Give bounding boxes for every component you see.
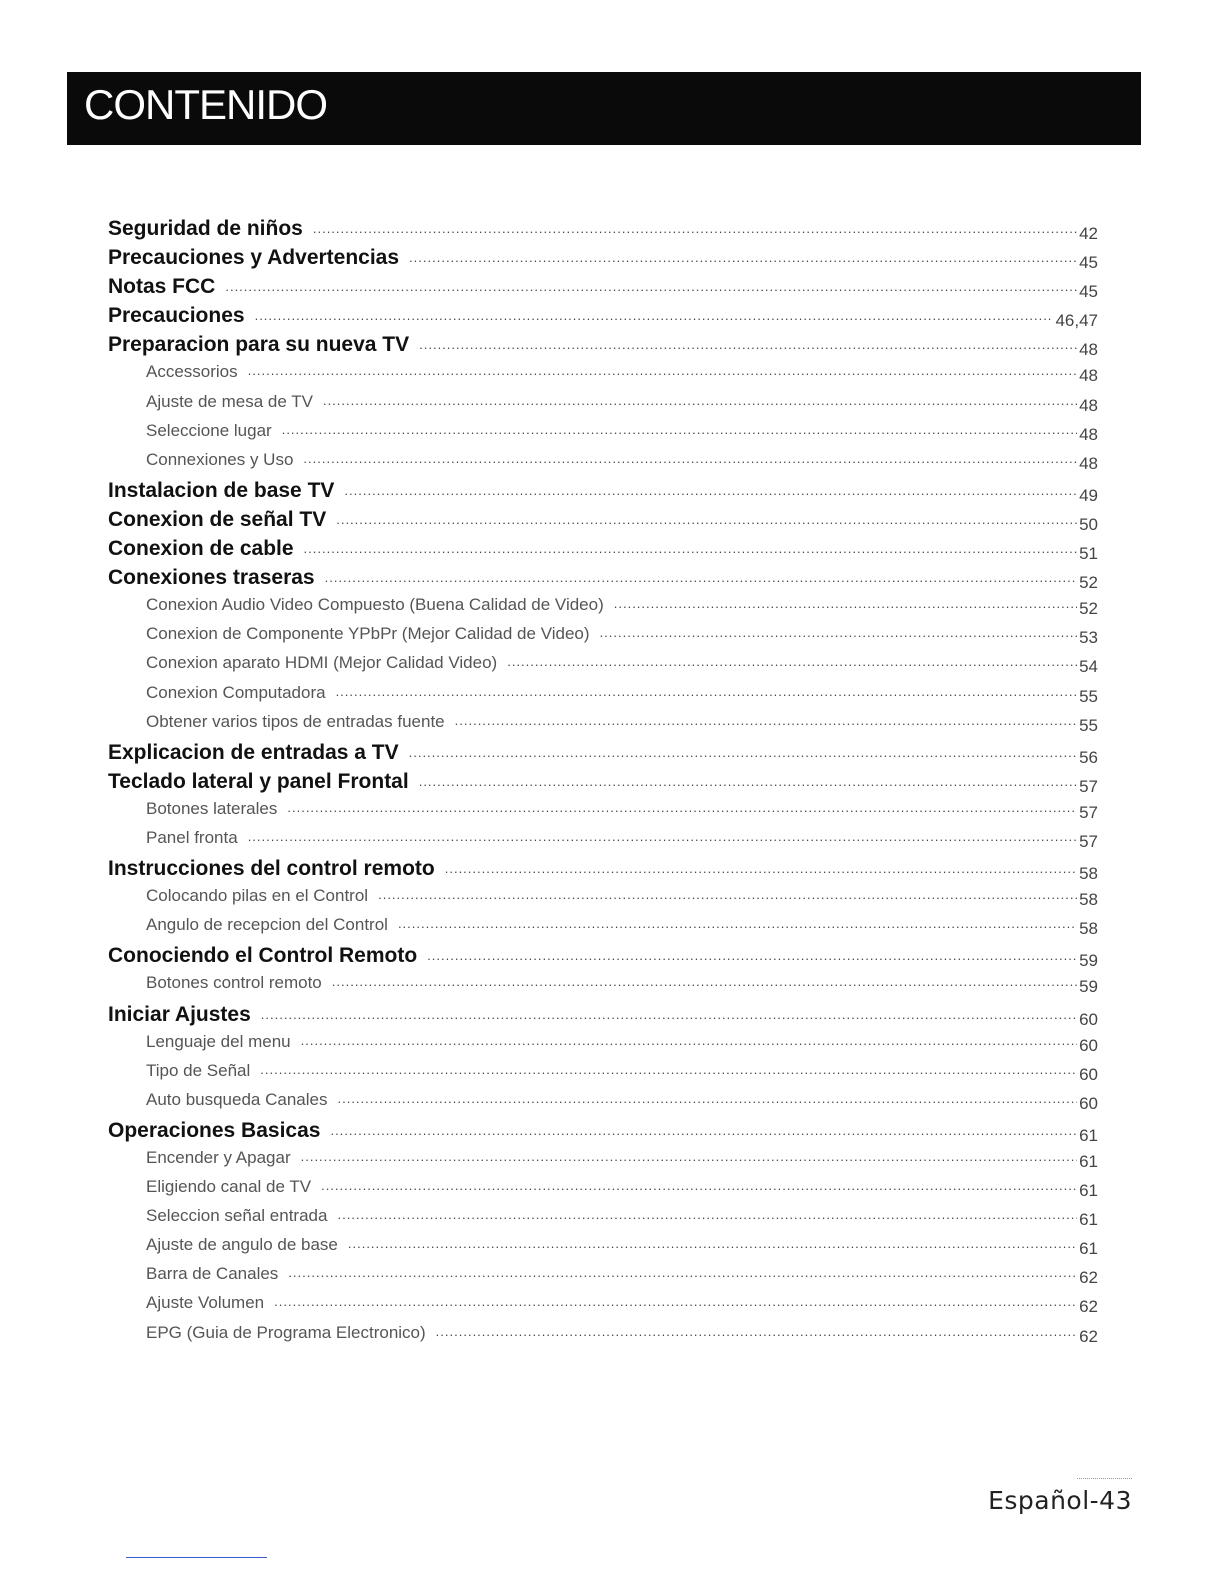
toc-entry-page: 62	[1079, 1297, 1098, 1317]
toc-entry-label: Instrucciones del control remoto	[108, 857, 435, 881]
toc-entry-page: 61	[1079, 1210, 1098, 1230]
toc-entry-label: Ajuste de mesa de TV	[146, 391, 313, 411]
toc-entry-page: 61	[1079, 1125, 1098, 1145]
toc-entry[interactable]	[108, 857, 1098, 886]
toc-leader-dots	[378, 887, 1077, 902]
toc-entry-page: 45	[1079, 282, 1098, 302]
toc-entry-page: 61	[1079, 1239, 1098, 1259]
toc-entry-label: Panel fronta	[146, 827, 238, 847]
toc-entry-label: Colocando pilas en el Control	[146, 886, 369, 906]
toc-leader-dots	[303, 451, 1077, 466]
toc-entry-label: Conexion de cable	[108, 537, 294, 561]
toc-leader-dots	[301, 1149, 1077, 1164]
toc-entry-page: 57	[1079, 776, 1098, 796]
toc-entry[interactable]	[108, 595, 1098, 624]
toc-leader-dots	[261, 1007, 1077, 1022]
toc-entry[interactable]	[108, 537, 1098, 566]
toc-leader-dots	[600, 625, 1078, 640]
toc-leader-dots	[337, 1091, 1077, 1106]
toc-entry-label: Accessorios	[146, 362, 238, 382]
toc-entry-label: Connexiones y Uso	[146, 449, 294, 469]
toc-entry[interactable]	[108, 1235, 1098, 1264]
toc-entry[interactable]	[108, 421, 1098, 450]
toc-entry-label: Seguridad de niños	[108, 217, 303, 240]
toc-entry-label: Teclado lateral y panel Frontal	[108, 769, 409, 793]
toc-entry-page: 48	[1079, 395, 1098, 415]
toc-entry-label: Lenguaje del menu	[146, 1031, 291, 1051]
toc-entry[interactable]	[108, 217, 1098, 246]
toc-entry-page: 52	[1079, 599, 1098, 619]
toc-leader-dots	[304, 541, 1078, 556]
toc-entry-label: Seleccione lugar	[146, 420, 272, 440]
toc-entry-label: Conociendo el Control Remoto	[108, 944, 418, 968]
toc-entry-page: 46,47	[1055, 311, 1098, 331]
toc-entry[interactable]	[108, 624, 1098, 653]
toc-entry-page: 48	[1079, 340, 1098, 360]
toc-leader-dots	[337, 1207, 1077, 1222]
toc-entry-label: Explicacion de entradas a TV	[108, 740, 399, 764]
toc-entry[interactable]	[108, 1293, 1098, 1322]
toc-leader-dots	[419, 337, 1077, 352]
toc-entry[interactable]	[108, 770, 1098, 799]
toc-leader-dots	[398, 916, 1077, 931]
toc-leader-dots	[419, 774, 1077, 789]
toc-entry-label: Obtener varios tipos de entradas fuente	[146, 711, 445, 731]
toc-entry-label: Seleccion señal entrada	[146, 1206, 328, 1226]
toc-entry-label: Conexion de Componente YPbPr (Mejor Calidad de Video)	[146, 624, 590, 644]
toc-leader-dots	[348, 1236, 1077, 1251]
toc-entry-page: 61	[1079, 1181, 1098, 1201]
toc-entry[interactable]	[108, 1119, 1098, 1148]
toc-leader-dots	[274, 1294, 1077, 1309]
toc-entry[interactable]	[108, 915, 1098, 944]
toc-entry-page: 57	[1079, 802, 1098, 822]
header-bar	[67, 72, 1141, 145]
toc-leader-dots	[455, 713, 1077, 728]
toc-entry[interactable]	[108, 1003, 1098, 1032]
toc-entry[interactable]	[108, 1177, 1098, 1206]
toc-entry-label: Auto busqueda Canales	[146, 1089, 328, 1109]
toc-entry[interactable]	[108, 683, 1098, 712]
toc-leader-dots	[445, 861, 1077, 876]
toc-entry-page: 55	[1079, 686, 1098, 706]
toc-entry[interactable]	[108, 1061, 1098, 1090]
toc-entry-label: Angulo de recepcion del Control	[146, 915, 388, 935]
toc-entry-label: Precauciones	[108, 304, 245, 328]
toc-entry-label: Conexion Computadora	[146, 682, 326, 702]
toc-entry-page: 42	[1079, 224, 1098, 243]
toc-entry-label: EPG (Guia de Programa Electronico)	[146, 1322, 426, 1342]
toc-entry-page: 58	[1079, 890, 1098, 910]
toc-leader-dots	[409, 250, 1077, 265]
toc-entry[interactable]	[108, 566, 1098, 595]
toc-entry-page: 48	[1079, 424, 1098, 444]
toc-entry-page: 58	[1079, 864, 1098, 884]
toc-entry-label: Ajuste de angulo de base	[146, 1235, 338, 1255]
toc-entry[interactable]	[108, 1090, 1098, 1119]
toc-entry[interactable]	[108, 1032, 1098, 1061]
toc-entry[interactable]	[108, 1206, 1098, 1235]
toc-leader-dots	[325, 570, 1077, 585]
toc-leader-dots	[332, 974, 1077, 989]
toc-entry-label: Precauciones y Advertencias	[108, 246, 400, 270]
toc-entry[interactable]	[108, 275, 1098, 304]
toc-leader-dots	[321, 1178, 1077, 1193]
toc-entry[interactable]	[108, 828, 1098, 857]
toc-leader-dots	[336, 512, 1077, 527]
toc-entry-label: Ajuste Volumen	[146, 1293, 265, 1313]
toc-entry-label: Tipo de Señal	[146, 1060, 251, 1080]
toc-entry-page: 62	[1079, 1326, 1098, 1346]
toc-entry-label: Conexion Audio Video Compuesto (Buena Calidad de Video)	[146, 595, 604, 615]
footer-divider	[1077, 1478, 1132, 1479]
page-number: Español-43	[988, 1486, 1132, 1515]
toc-entry[interactable]	[108, 450, 1098, 479]
toc-entry[interactable]	[108, 392, 1098, 421]
toc-leader-dots	[409, 745, 1077, 760]
toc-entry-page: 50	[1079, 514, 1098, 534]
toc-entry-page: 53	[1079, 628, 1098, 648]
toc-entry-page: 59	[1079, 977, 1098, 997]
toc-entry-page: 55	[1079, 715, 1098, 735]
toc-entry-label: Encender y Apagar	[146, 1148, 291, 1167]
toc-entry[interactable]	[108, 1264, 1098, 1293]
toc-entry-page: 49	[1079, 485, 1098, 505]
toc-leader-dots	[313, 221, 1077, 236]
toc-leader-dots	[436, 1324, 1077, 1339]
toc-entry[interactable]	[108, 246, 1098, 275]
toc-entry-page: 60	[1079, 1035, 1098, 1055]
toc-entry-page: 56	[1079, 747, 1098, 767]
toc-entry-page: 51	[1079, 544, 1098, 564]
toc-entry-page: 45	[1079, 253, 1098, 273]
toc-entry-page: 52	[1079, 573, 1098, 593]
toc-leader-dots	[507, 654, 1077, 669]
toc-entry[interactable]	[108, 333, 1098, 362]
toc-entry-label: Instalacion de base TV	[108, 478, 335, 502]
toc-entry-label: Conexion de señal TV	[108, 507, 327, 531]
toc-entry[interactable]	[108, 653, 1098, 682]
toc-leader-dots	[330, 1123, 1077, 1138]
bottom-rule	[126, 1557, 267, 1558]
page-title: CONTENIDO	[84, 81, 327, 128]
toc-entry-label: Eligiendo canal de TV	[146, 1177, 312, 1197]
toc-entry[interactable]	[108, 712, 1098, 741]
toc-leader-dots	[336, 684, 1078, 699]
toc-leader-dots	[301, 1033, 1077, 1048]
toc-entry-label: Operaciones Basicas	[108, 1118, 321, 1142]
toc-entry[interactable]	[108, 1148, 1098, 1177]
toc-entry[interactable]	[108, 479, 1098, 508]
toc-entry[interactable]	[108, 508, 1098, 537]
toc-entry[interactable]	[108, 799, 1098, 828]
toc-leader-dots	[282, 422, 1077, 437]
toc-entry-label: Notas FCC	[108, 275, 216, 299]
toc-entry-label: Conexiones traseras	[108, 566, 315, 590]
toc-entry-page: 59	[1079, 951, 1098, 971]
toc-leader-dots	[323, 393, 1077, 408]
toc-entry[interactable]	[108, 1323, 1098, 1352]
table-of-contents	[108, 217, 1098, 1352]
toc-entry-label: Barra de Canales	[146, 1264, 279, 1284]
toc-entry[interactable]	[108, 304, 1098, 333]
toc-leader-dots	[260, 1062, 1077, 1077]
toc-entry-page: 57	[1079, 831, 1098, 851]
toc-leader-dots	[614, 596, 1077, 611]
toc-entry-page: 60	[1079, 1009, 1098, 1029]
toc-entry-label: Conexion aparato HDMI (Mejor Calidad Video)	[146, 653, 498, 673]
toc-entry-page: 60	[1079, 1093, 1098, 1113]
toc-entry[interactable]	[108, 362, 1098, 391]
toc-leader-dots	[288, 1265, 1077, 1280]
toc-entry-page: 48	[1079, 453, 1098, 473]
toc-entry-label: Preparacion para su nueva TV	[108, 333, 410, 357]
toc-leader-dots	[248, 829, 1077, 844]
toc-leader-dots	[344, 483, 1077, 498]
toc-entry[interactable]	[108, 944, 1098, 973]
toc-entry-page: 60	[1079, 1064, 1098, 1084]
toc-entry-page: 61	[1079, 1152, 1098, 1171]
toc-leader-dots	[287, 800, 1077, 815]
toc-leader-dots	[225, 279, 1077, 294]
toc-entry-page: 54	[1079, 657, 1098, 677]
toc-entry-page: 48	[1079, 366, 1098, 386]
toc-entry[interactable]	[108, 973, 1098, 1002]
toc-leader-dots	[427, 948, 1077, 963]
toc-entry[interactable]	[108, 886, 1098, 915]
toc-entry-page: 62	[1079, 1268, 1098, 1288]
toc-leader-dots	[248, 363, 1077, 378]
toc-leader-dots	[255, 308, 1054, 323]
toc-entry[interactable]	[108, 741, 1098, 770]
toc-entry-label: Botones laterales	[146, 798, 278, 818]
toc-entry-label: Botones control remoto	[146, 973, 322, 993]
toc-entry-page: 58	[1079, 919, 1098, 939]
toc-entry-label: Iniciar Ajustes	[108, 1002, 251, 1026]
